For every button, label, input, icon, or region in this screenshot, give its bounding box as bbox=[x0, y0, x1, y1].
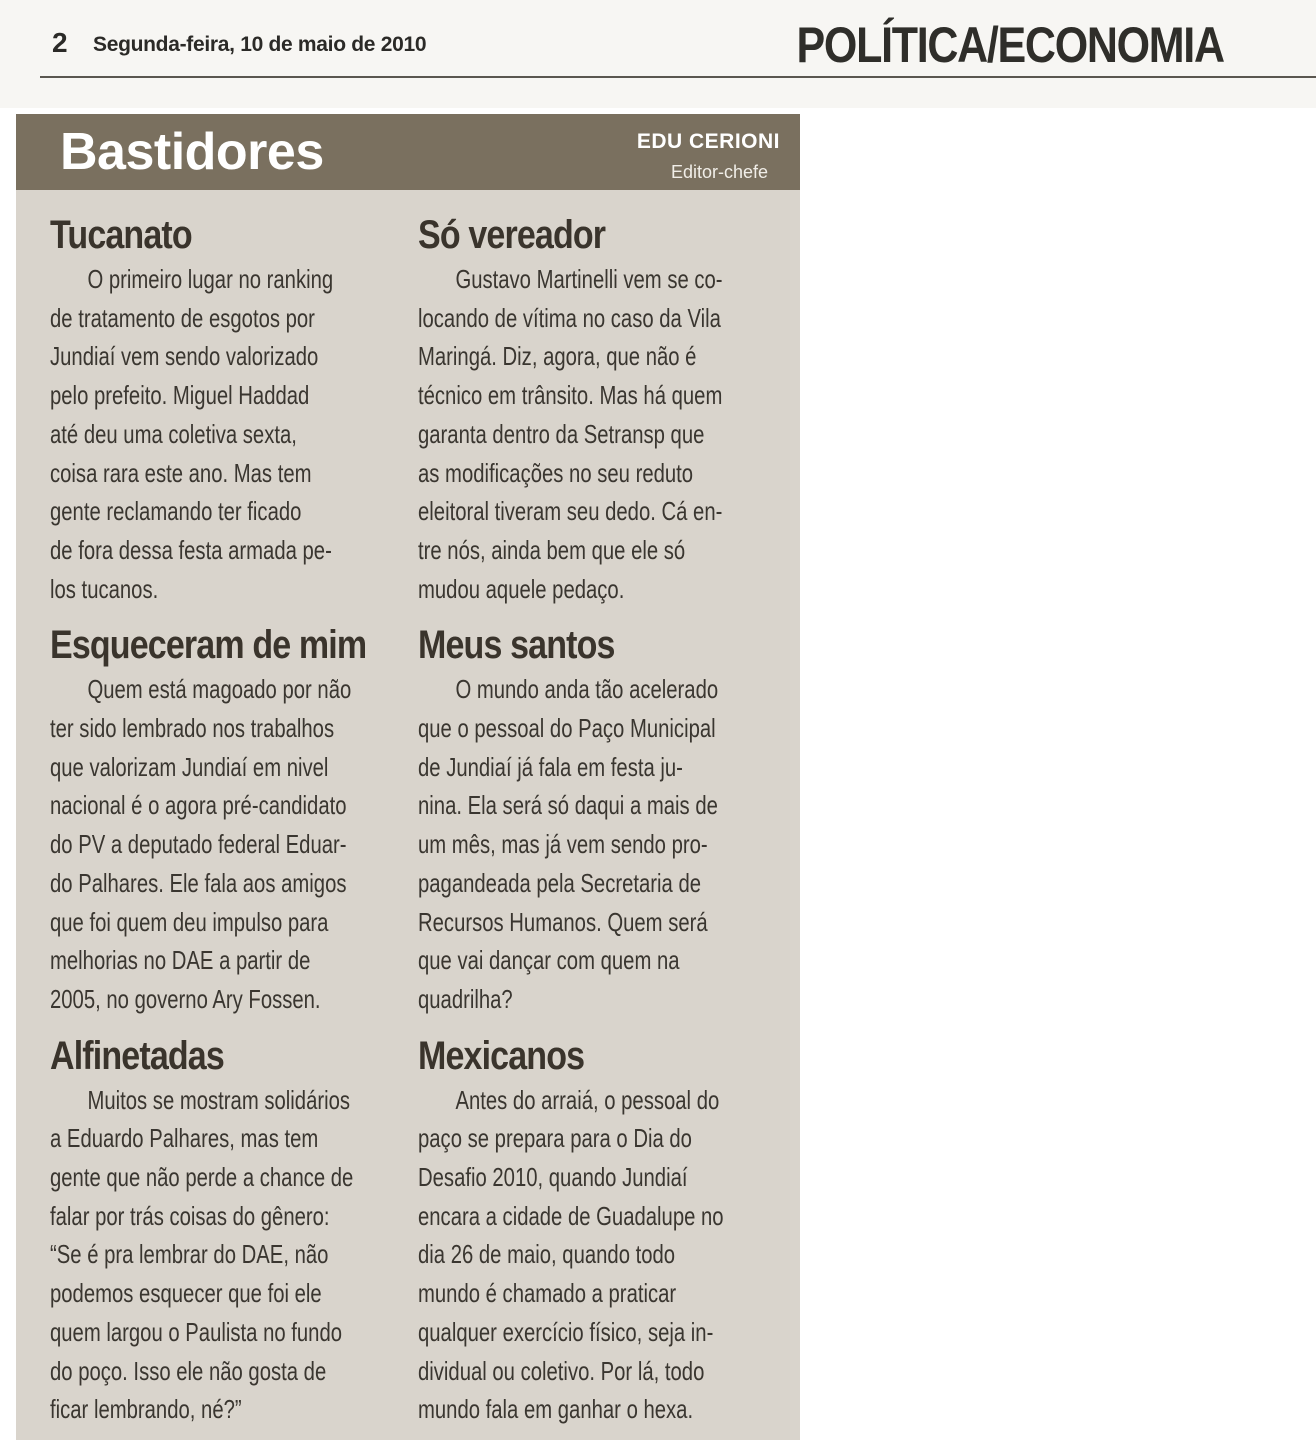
article bbox=[418, 1031, 754, 1429]
article bbox=[418, 210, 754, 608]
text-line: mudou aquele pedaço. bbox=[418, 573, 625, 604]
column-banner bbox=[16, 114, 800, 190]
article-headline: Alfinetadas bbox=[50, 1033, 224, 1078]
text-line: gente que não perde a chance de bbox=[50, 1162, 354, 1193]
header-rule bbox=[40, 76, 1316, 78]
article-headline: Tucanato bbox=[50, 213, 192, 257]
text-line: mundo fala em ganhar o hexa. bbox=[418, 1394, 694, 1425]
text-line: do poço. Isso ele não gosta de bbox=[50, 1355, 327, 1386]
text-line: do Palhares. Ele fala aos amigos bbox=[50, 867, 347, 898]
text-line: garanta dentro da Setransp que bbox=[418, 418, 705, 449]
text-line: O primeiro lugar no ranking bbox=[87, 264, 334, 294]
article-body bbox=[50, 1081, 386, 1429]
author-role: Editor-chefe bbox=[670, 162, 768, 182]
newspaper-clipping bbox=[16, 114, 800, 1440]
text-line: Muitos se mostram solidários bbox=[87, 1084, 351, 1115]
text-line: eleitoral tiveram seu dedo. Cá en- bbox=[418, 496, 723, 527]
text-line: qualquer exercício físico, seja in- bbox=[418, 1316, 714, 1347]
text-line: dividual ou coletivo. Por lá, todo bbox=[418, 1355, 705, 1386]
article bbox=[50, 620, 386, 1018]
article-headline: Esqueceram de mim bbox=[50, 623, 367, 668]
article bbox=[418, 620, 754, 1018]
text-line: de fora dessa festa armada pe- bbox=[50, 534, 332, 565]
text-line: ficar lembrando, né?” bbox=[50, 1394, 242, 1425]
article-body bbox=[418, 1081, 754, 1429]
text-line: quadrilha? bbox=[418, 983, 513, 1014]
text-line: do PV a deputado federal Eduar- bbox=[50, 829, 347, 860]
text-line: Recursos Humanos. Quem será bbox=[418, 906, 708, 937]
page-number: 2 bbox=[52, 27, 68, 58]
text-line: paço se prepara para o Dia do bbox=[418, 1123, 692, 1154]
left-column bbox=[50, 210, 386, 1441]
text-line: Desafio 2010, quando Jundiaí bbox=[418, 1162, 688, 1193]
text-line: técnico em trânsito. Mas há quem bbox=[418, 380, 723, 411]
text-line: de Jundiaí já fala em festa ju- bbox=[418, 751, 683, 782]
text-line: a Eduardo Palhares, mas tem bbox=[50, 1123, 319, 1154]
text-line: Antes do arraiá, o pessoal do bbox=[455, 1084, 720, 1115]
text-line: que o pessoal do Paço Municipal bbox=[418, 713, 716, 744]
text-line: coisa rara este ano. Mas tem bbox=[50, 457, 312, 488]
text-line: um mês, mas já vem sendo pro- bbox=[418, 829, 708, 860]
author-name: EDU CERIONI bbox=[636, 130, 780, 153]
text-line: encara a cidade de Guadalupe no bbox=[418, 1200, 724, 1231]
article bbox=[50, 1031, 386, 1429]
article-body bbox=[418, 260, 754, 608]
text-line: O mundo anda tão acelerado bbox=[455, 674, 719, 705]
text-line: de tratamento de esgotos por bbox=[50, 302, 315, 333]
article-body bbox=[50, 260, 386, 608]
article-headline: Só vereador bbox=[418, 213, 606, 257]
article bbox=[50, 210, 386, 608]
column-title: Bastidores bbox=[60, 123, 324, 181]
article-body bbox=[50, 670, 386, 1018]
text-line: ter sido lembrado nos trabalhos bbox=[50, 713, 335, 744]
article-headline: Mexicanos bbox=[418, 1033, 585, 1078]
text-line: 2005, no governo Ary Fossen. bbox=[50, 983, 321, 1014]
text-line: nina. Ela será só daqui a mais de bbox=[418, 790, 718, 821]
text-line: que foi quem deu impulso para bbox=[50, 906, 329, 937]
text-line: Jundiaí vem sendo valorizado bbox=[50, 341, 319, 372]
article-body bbox=[418, 670, 754, 1018]
text-line: dia 26 de maio, quando todo bbox=[418, 1239, 676, 1270]
publication-date: Segunda-feira, 10 de maio de 2010 bbox=[93, 33, 427, 56]
text-line: locando de vítima no caso da Vila bbox=[418, 302, 721, 333]
text-line: los tucanos. bbox=[50, 573, 159, 604]
text-line: mundo é chamado a praticar bbox=[418, 1278, 677, 1309]
text-line: pagandeada pela Secretaria de bbox=[418, 867, 702, 898]
right-column bbox=[418, 210, 754, 1441]
text-line: melhorias no DAE a partir de bbox=[50, 945, 311, 976]
text-line: as modificações no seu reduto bbox=[418, 457, 694, 488]
text-line: “Se é pra lembrar do DAE, não bbox=[50, 1239, 329, 1270]
text-line: tre nós, ainda bem que ele só bbox=[418, 534, 686, 565]
page-header bbox=[0, 0, 1316, 108]
text-line: gente reclamando ter ficado bbox=[50, 496, 302, 527]
text-line: nacional é o agora pré-candidato bbox=[50, 790, 347, 821]
section-title: POLÍTICA/ECONOMIA bbox=[796, 17, 1224, 73]
text-line: pelo prefeito. Miguel Haddad bbox=[50, 380, 310, 411]
text-line: podemos esquecer que foi ele bbox=[50, 1278, 322, 1309]
text-line: Quem está magoado por não bbox=[87, 674, 352, 705]
text-line: Gustavo Martinelli vem se co- bbox=[455, 264, 723, 294]
text-line: que valorizam Jundiaí em nivel bbox=[50, 751, 329, 782]
text-line: que vai dançar com quem na bbox=[418, 945, 680, 976]
text-line: quem largou o Paulista no fundo bbox=[50, 1316, 343, 1347]
text-line: até deu uma coletiva sexta, bbox=[50, 418, 297, 449]
text-line: Maringá. Diz, agora, que não é bbox=[418, 341, 697, 372]
text-line: falar por trás coisas do gênero: bbox=[50, 1200, 330, 1231]
article-headline: Meus santos bbox=[418, 623, 615, 668]
